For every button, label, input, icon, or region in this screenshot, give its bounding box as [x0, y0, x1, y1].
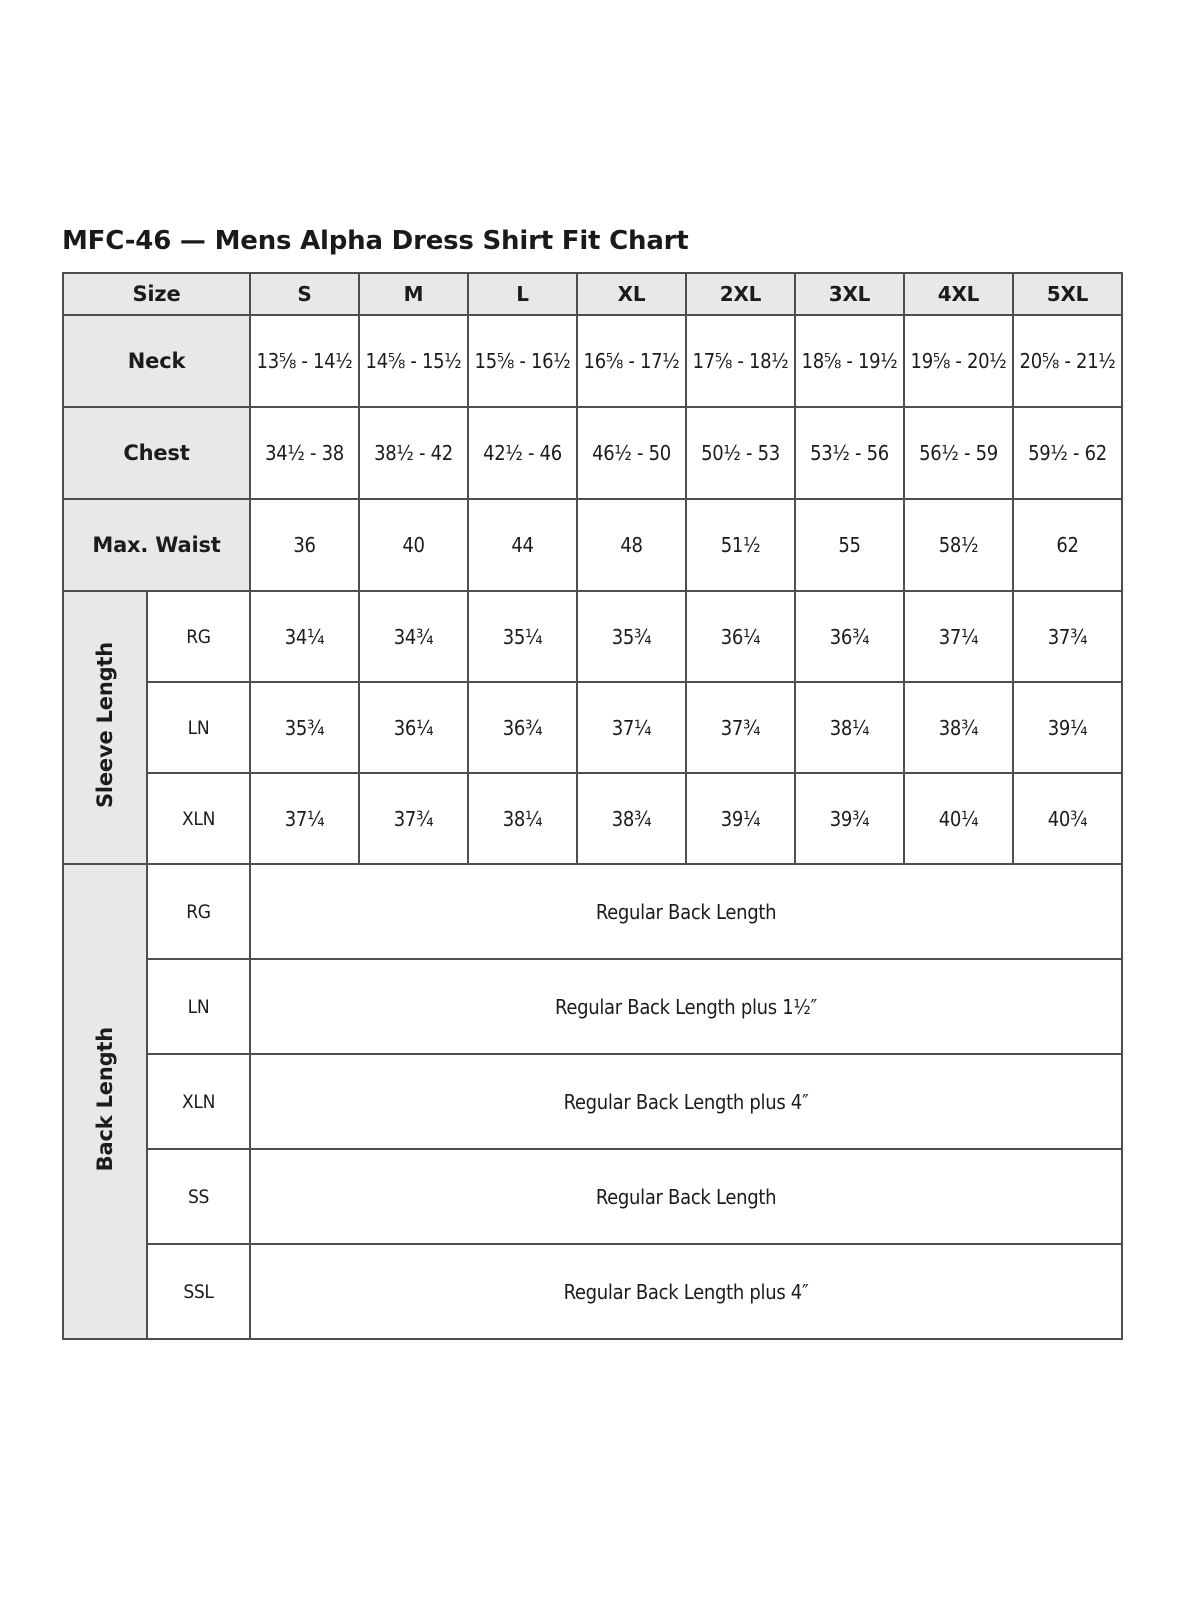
sleeve-ln-value: 36¼ — [359, 682, 468, 773]
sleeve-rg-code: RG — [147, 591, 250, 682]
size-col-l: L — [468, 273, 577, 315]
chest-value: 46½ - 50 — [577, 407, 686, 499]
neck-value: 18⅝ - 19½ — [795, 315, 904, 407]
chest-value: 42½ - 46 — [468, 407, 577, 499]
sleeve-rg-value: 35¾ — [577, 591, 686, 682]
neck-value: 17⅝ - 18½ — [686, 315, 795, 407]
sleeve-xln-value: 40¼ — [904, 773, 1013, 864]
back-length-group-label — [63, 864, 147, 1339]
back-ssl-code: SSL — [147, 1244, 250, 1339]
sleeve-rg-value: 34¾ — [359, 591, 468, 682]
size-col-5xl: 5XL — [1013, 273, 1122, 315]
neck-value: 15⅝ - 16½ — [468, 315, 577, 407]
neck-value: 16⅝ - 17½ — [577, 315, 686, 407]
max-waist-value: 36 — [250, 499, 359, 591]
back-rg-code: RG — [147, 864, 250, 959]
sleeve-ln-value: 38¼ — [795, 682, 904, 773]
size-col-2xl: 2XL — [686, 273, 795, 315]
fit-chart-section — [62, 226, 1123, 1340]
neck-value: 19⅝ - 20½ — [904, 315, 1013, 407]
sleeve-ln-value: 35¾ — [250, 682, 359, 773]
sleeve-ln-value: 37¾ — [686, 682, 795, 773]
sleeve-ln-value: 38¾ — [904, 682, 1013, 773]
back-rg-row — [63, 864, 1122, 959]
sleeve-rg-value: 37¾ — [1013, 591, 1122, 682]
chest-value: 56½ - 59 — [904, 407, 1013, 499]
sleeve-xln-value: 39¼ — [686, 773, 795, 864]
size-col-m: M — [359, 273, 468, 315]
fit-chart-table — [62, 272, 1123, 1340]
back-ss-text: Regular Back Length — [250, 1149, 1122, 1244]
chest-value: 53½ - 56 — [795, 407, 904, 499]
sleeve-length-group-label — [63, 591, 147, 864]
back-length-vertical-label: Back Length — [93, 1026, 117, 1172]
sleeve-xln-row — [63, 773, 1122, 864]
back-ln-text: Regular Back Length plus 1½″ — [250, 959, 1122, 1054]
back-ln-row — [63, 959, 1122, 1054]
header-row — [63, 273, 1122, 315]
chest-value: 34½ - 38 — [250, 407, 359, 499]
max-waist-value: 58½ — [904, 499, 1013, 591]
sleeve-xln-code: XLN — [147, 773, 250, 864]
back-ssl-row — [63, 1244, 1122, 1339]
max-waist-value: 51½ — [686, 499, 795, 591]
max-waist-value: 62 — [1013, 499, 1122, 591]
neck-value: 20⅝ - 21½ — [1013, 315, 1122, 407]
sleeve-ln-value: 37¼ — [577, 682, 686, 773]
max-waist-value: 40 — [359, 499, 468, 591]
size-col-xl: XL — [577, 273, 686, 315]
neck-value: 13⅝ - 14½ — [250, 315, 359, 407]
max-waist-value: 48 — [577, 499, 686, 591]
chest-row — [63, 407, 1122, 499]
chest-value: 38½ - 42 — [359, 407, 468, 499]
sleeve-ln-row — [63, 682, 1122, 773]
sleeve-xln-value: 38¾ — [577, 773, 686, 864]
max-waist-row — [63, 499, 1122, 591]
sleeve-xln-value: 38¼ — [468, 773, 577, 864]
chest-value: 50½ - 53 — [686, 407, 795, 499]
sleeve-xln-value: 40¾ — [1013, 773, 1122, 864]
chest-value: 59½ - 62 — [1013, 407, 1122, 499]
back-rg-text: Regular Back Length — [250, 864, 1122, 959]
sleeve-ln-value: 39¼ — [1013, 682, 1122, 773]
size-header-cell: Size — [63, 273, 250, 315]
max-waist-value: 55 — [795, 499, 904, 591]
max-waist-value: 44 — [468, 499, 577, 591]
size-col-4xl: 4XL — [904, 273, 1013, 315]
sleeve-rg-row — [63, 591, 1122, 682]
back-xln-code: XLN — [147, 1054, 250, 1149]
size-col-3xl: 3XL — [795, 273, 904, 315]
sleeve-ln-code: LN — [147, 682, 250, 773]
sleeve-rg-value: 36¼ — [686, 591, 795, 682]
sleeve-xln-value: 39¾ — [795, 773, 904, 864]
page-title: MFC-46 — Mens Alpha Dress Shirt Fit Chart — [62, 226, 689, 256]
back-ssl-text: Regular Back Length plus 4″ — [250, 1244, 1122, 1339]
max-waist-label: Max. Waist — [63, 499, 250, 591]
back-ln-code: LN — [147, 959, 250, 1054]
back-ss-code: SS — [147, 1149, 250, 1244]
neck-value: 14⅝ - 15½ — [359, 315, 468, 407]
sleeve-rg-value: 34¼ — [250, 591, 359, 682]
sleeve-ln-value: 36¾ — [468, 682, 577, 773]
sleeve-xln-value: 37¼ — [250, 773, 359, 864]
chest-label: Chest — [63, 407, 250, 499]
back-xln-row — [63, 1054, 1122, 1149]
back-ss-row — [63, 1149, 1122, 1244]
sleeve-xln-value: 37¾ — [359, 773, 468, 864]
sleeve-rg-value: 35¼ — [468, 591, 577, 682]
size-col-s: S — [250, 273, 359, 315]
sleeve-rg-value: 37¼ — [904, 591, 1013, 682]
neck-label: Neck — [63, 315, 250, 407]
sleeve-length-vertical-label: Sleeve Length — [93, 641, 117, 809]
sleeve-rg-value: 36¾ — [795, 591, 904, 682]
back-xln-text: Regular Back Length plus 4″ — [250, 1054, 1122, 1149]
neck-row — [63, 315, 1122, 407]
